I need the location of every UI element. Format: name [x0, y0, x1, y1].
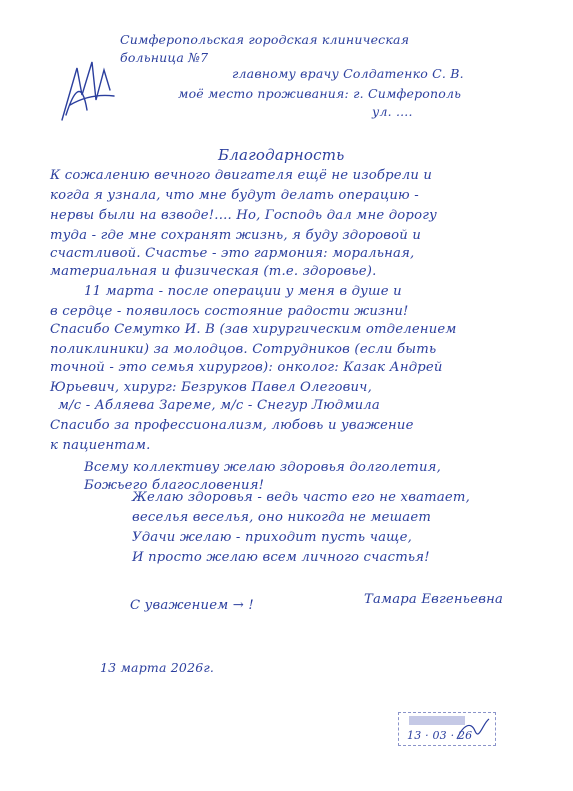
- paragraph-1-line: когда я узнала, что мне будут делать операцию -: [50, 188, 419, 203]
- paragraph-2-line: Спасибо за профессионализм, любовь и уважение: [50, 418, 414, 433]
- poem-line: Удачи желаю - приходит пусть чаще,: [132, 530, 412, 545]
- header-line-4: моё место проживания: г. Симферополь: [178, 86, 462, 101]
- stamp-header-bar: [409, 716, 465, 725]
- signature-name: Тамара Евгеньевна: [364, 592, 504, 607]
- registration-stamp-icon: [398, 712, 496, 746]
- paragraph-2-line: Юрьевич, хирург: Безруков Павел Олегович,: [50, 380, 372, 395]
- paragraph-3-line: Божьего благословения!: [84, 478, 265, 493]
- paragraph-1-line: счастливой. Счастье - это гармония: моральная,: [50, 246, 415, 261]
- document-date: 13 марта 2026г.: [100, 660, 215, 675]
- stamp-date: 13 · 03 · 26: [407, 729, 473, 742]
- paragraph-2-line: поликлиники) за молодцов. Сотрудников (если быть: [50, 342, 437, 357]
- paragraph-2-line: в сердце - появилось состояние радости жизни!: [50, 304, 409, 319]
- paragraph-1-line: нервы были на взводе!.... Но, Господь дал мне дорогу: [50, 208, 437, 223]
- header-line-1: Симферопольская городская клиническая: [120, 32, 410, 47]
- poem-line: И просто желаю всем личного счастья!: [132, 550, 430, 565]
- paragraph-1-line: материальная и физическая (т.е. здоровье).: [50, 264, 377, 279]
- paragraph-2-line: к пациентам.: [50, 438, 151, 453]
- header-line-5: ул. ....: [372, 104, 413, 119]
- header-line-3: главному врачу Солдатенко С. В.: [232, 66, 464, 81]
- poem-line: веселья веселья, оно никогда не мешает: [132, 510, 432, 525]
- paragraph-1-line: туда - где мне сохранят жизнь, я буду здоровой и: [50, 228, 422, 243]
- closing-text: С уважением → !: [130, 598, 254, 613]
- paragraph-3-line: Всему коллективу желаю здоровья долголетия,: [84, 460, 441, 475]
- paragraph-1-line: К сожалению вечного двигателя ещё не изобрели и: [50, 168, 433, 183]
- paragraph-2-line: м/с - Абляева Зареме, м/с - Снегур Людмила: [58, 398, 380, 413]
- poem-line: Желаю здоровья - ведь часто его не хватает,: [132, 490, 471, 505]
- paragraph-2-line: Спасибо Семутко И. В (зав хирургическим отделением: [50, 322, 457, 337]
- paragraph-2-line: точной - это семья хирургов): онколог: Казак Андрей: [50, 360, 443, 375]
- paragraph-2-line: 11 марта - после операции у меня в душе и: [84, 284, 402, 299]
- margin-signature-icon: [52, 50, 122, 130]
- document-title: Благодарность: [218, 146, 345, 164]
- header-line-2: больница №7: [120, 50, 209, 65]
